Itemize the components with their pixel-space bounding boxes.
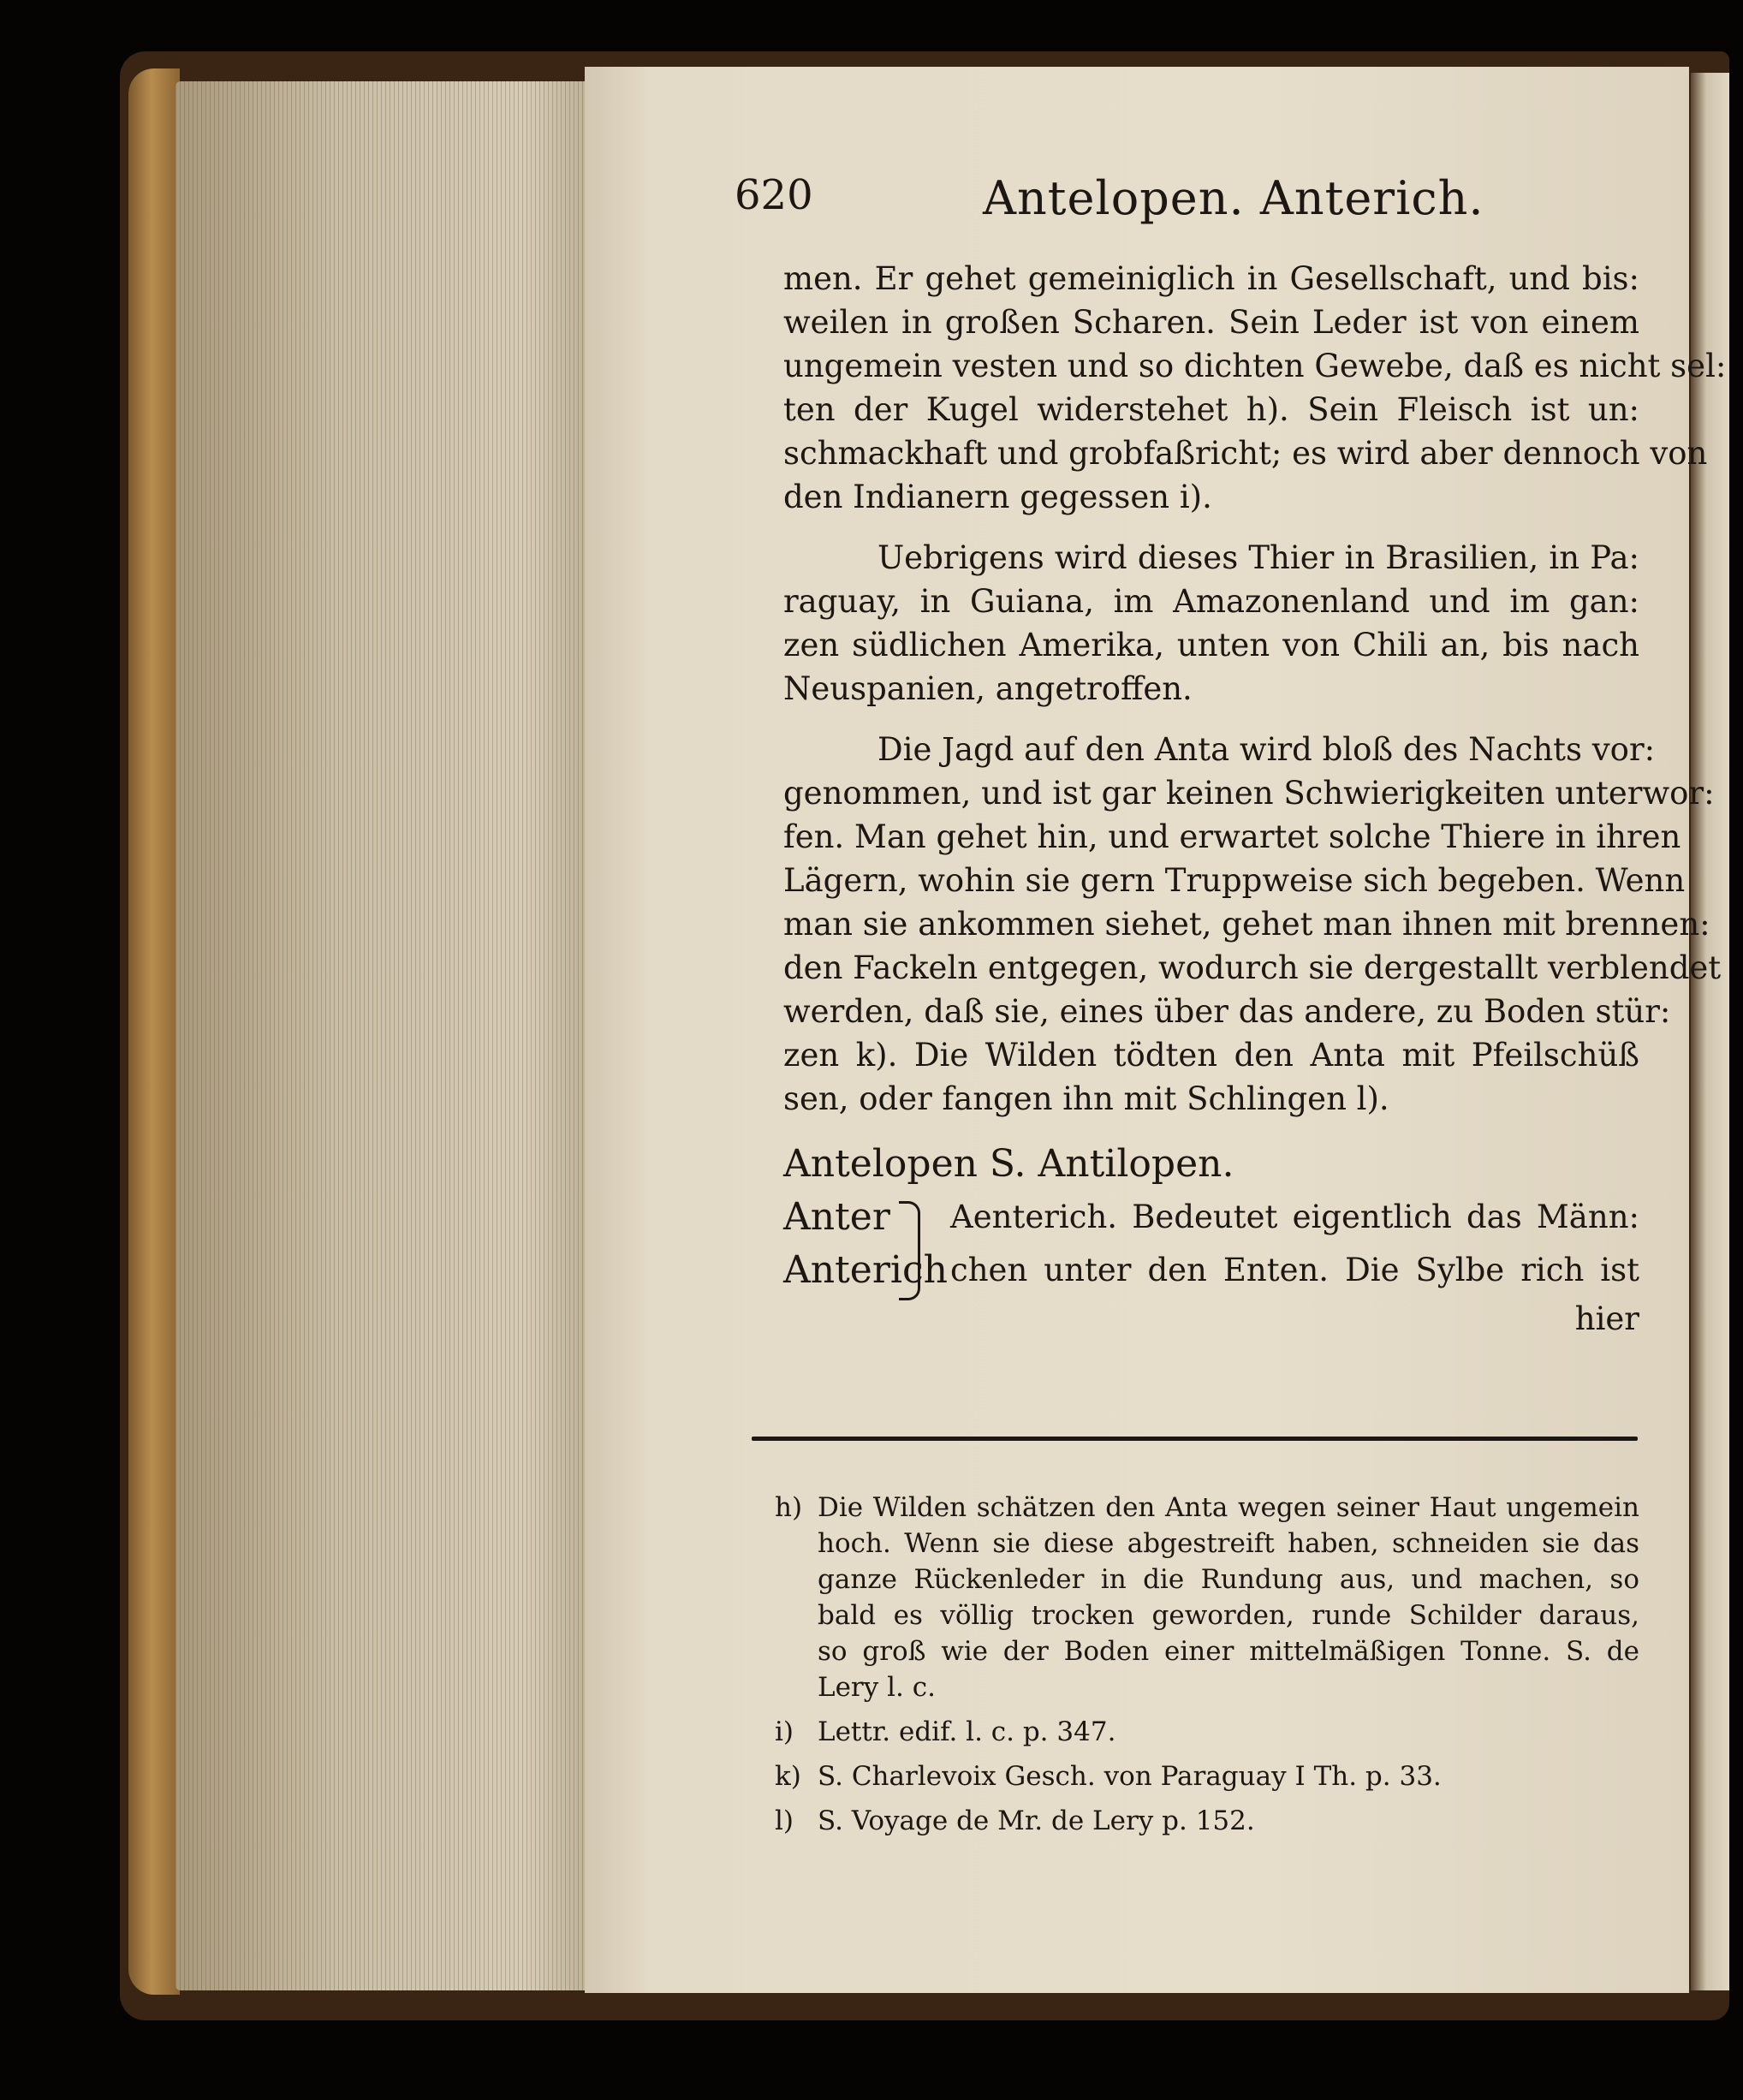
text-line: raguay, in Guiana, im Amazonenland und im gan: [783, 583, 1639, 620]
text-line: ungemein vesten und so dichten Gewebe, daß es nicht sel: [783, 348, 1727, 384]
footnote-line: ganze Rückenleder in die Rundung aus, und machen, so [818, 1564, 1639, 1595]
text-line: zen südlichen Amerika, unten von Chili an, bis nach [783, 627, 1639, 663]
text-line: sen, oder fangen ihn mit Schlingen l). [783, 1080, 1389, 1117]
footnote-line: hoch. Wenn sie diese abgestreift haben, schneiden sie das [818, 1528, 1639, 1559]
text-line: Lägern, wohin sie gern Truppweise sich begeben. Wenn [783, 862, 1686, 899]
text-line: den Indianern gegessen i). [783, 479, 1212, 515]
dictionary-entry-antelopen: Antelopen S. Antilopen. [783, 1142, 1234, 1186]
definition-line: Aenterich. Bedeutet eigentlich das Männ: [950, 1199, 1639, 1235]
text-line: Neuspanien, angetroffen. [783, 670, 1193, 707]
footnote-i [775, 1714, 1639, 1750]
footnote-l [775, 1803, 1639, 1839]
text-line: weilen in großen Scharen. Sein Leder ist von einem [783, 304, 1639, 341]
page-header [735, 171, 1642, 240]
footnote-label: k) [775, 1761, 801, 1792]
page-number: 620 [735, 171, 813, 219]
footnote-line: Lery l. c. [818, 1672, 936, 1703]
running-title: Antelopen. Anterich. [983, 171, 1484, 225]
footnote-divider [752, 1437, 1638, 1441]
text-line: schmackhaft und grobfaßricht; es wird aber dennoch von [783, 435, 1708, 472]
footnote-k [775, 1758, 1639, 1794]
text-line: man sie ankommen siehet, gehet man ihnen mit brennen: [783, 906, 1710, 943]
dictionary-entry-anter [783, 1191, 1639, 1297]
footnote-line: bald es völlig trocken geworden, runde Schilder daraus, [818, 1600, 1639, 1631]
footnote-text: Die Wilden schätzen den Anta wegen seiner Haut ungemein [818, 1492, 1639, 1523]
footnotes [775, 1490, 1639, 1839]
text-line: ten der Kugel widerstehet h). Sein Fleisch ist un: [783, 391, 1639, 428]
text-line: zen k). Die Wilden tödten den Anta mit Pfeilschüß [783, 1037, 1639, 1074]
text-line: Die Jagd auf den Anta wird bloß des Nachts vor: [877, 731, 1656, 768]
footnote-h [775, 1490, 1639, 1526]
footnote-label: l) [775, 1806, 794, 1836]
footnote-line: so groß wie der Boden einer mittelmäßigen Tonne. S. de [818, 1636, 1639, 1667]
footnote-text: Lettr. edif. l. c. p. 347. [818, 1716, 1116, 1747]
text-line: men. Er gehet gemeiniglich in Gesellschaft, und bis: [783, 260, 1639, 297]
text-line: genommen, und ist gar keinen Schwierigkeiten unterwor: [783, 775, 1715, 812]
footnote-text: S. Charlevoix Gesch. von Paraguay I Th. p. 33. [818, 1761, 1442, 1792]
footnote-text: S. Voyage de Mr. de Lery p. 152. [818, 1806, 1255, 1836]
text-line: Uebrigens wird dieses Thier in Brasilien, in Pa: [877, 539, 1639, 576]
catchword-row [783, 1297, 1639, 1341]
footnote-label: i) [775, 1716, 794, 1747]
head-word-anterich: Anterich [783, 1248, 948, 1292]
catchword: hier [1574, 1300, 1639, 1337]
text-line: werden, daß sie, eines über das andere, zu Boden stür: [783, 993, 1671, 1030]
body-text [783, 257, 1727, 1341]
footnote-label: h) [775, 1492, 803, 1523]
head-word-anter: Anter [783, 1195, 890, 1239]
text-line: fen. Man gehet hin, und erwartet solche Thiere in ihren [783, 818, 1681, 855]
text-line: den Fackeln entgegen, wodurch sie dergestallt verblendet [783, 949, 1722, 986]
definition-line: chen unter den Enten. Die Sylbe rich ist [950, 1252, 1639, 1288]
brace-icon [899, 1201, 920, 1300]
